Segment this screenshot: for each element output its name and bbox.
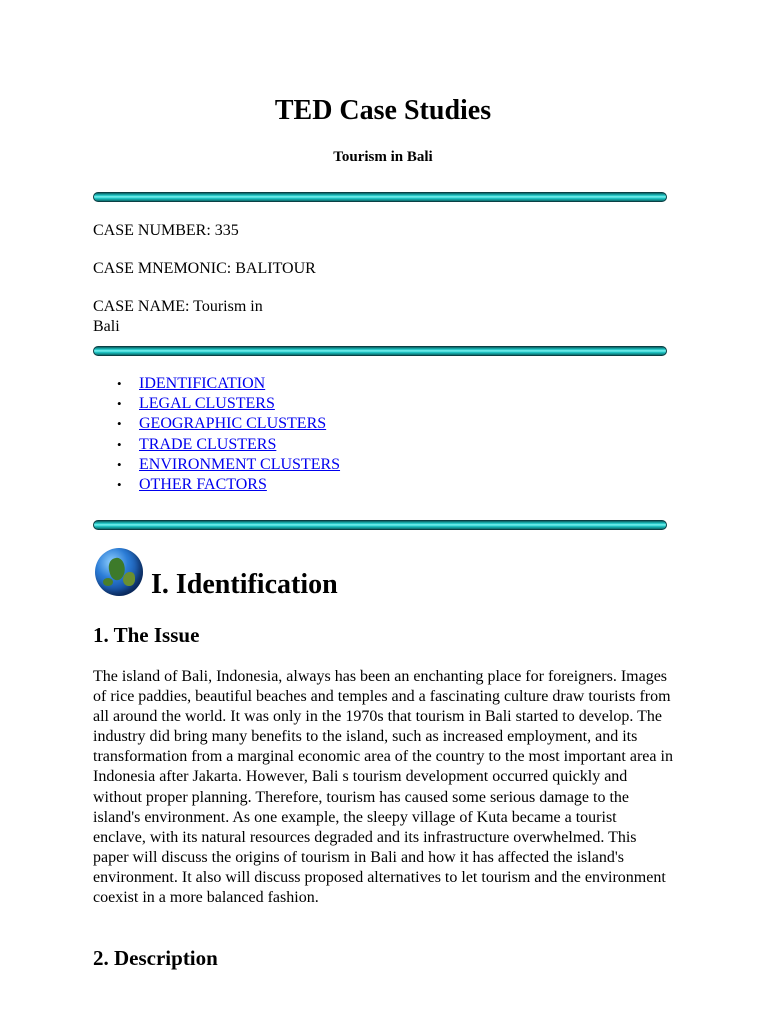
toc-item bbox=[117, 394, 340, 414]
toc-link-environment-clusters[interactable]: ENVIRONMENT CLUSTERS bbox=[139, 455, 341, 473]
case-mnemonic: CASE MNEMONIC: BALITOUR bbox=[93, 260, 316, 277]
bullet-icon: • bbox=[117, 477, 122, 493]
divider-bar bbox=[93, 520, 667, 530]
bullet-icon: • bbox=[117, 436, 122, 452]
bullet-icon: • bbox=[117, 416, 122, 432]
toc-item bbox=[117, 455, 341, 475]
toc-link-geographic-clusters[interactable]: GEOGRAPHIC CLUSTERS bbox=[139, 415, 327, 433]
page-subtitle: Tourism in Bali bbox=[333, 149, 433, 165]
toc-link-other-factors[interactable]: OTHER FACTORS bbox=[139, 476, 267, 494]
description-heading: 2. Description bbox=[93, 946, 218, 970]
table-of-contents bbox=[93, 374, 340, 495]
toc-item bbox=[117, 475, 340, 495]
issue-paragraph: The island of Bali, Indonesia, always has been an enchanting place for foreigners. Images of rice paddies, beautiful beaches and temples and a fascinating culture draw tourists from all around the world. It was only in the 1970s that tourism in Bali started to develop. The industry did bring many benefits to the island, such as increased employment, and its transformation from a marginal economic area of the country to the most important area in Indonesia after Jakarta. However, Bali s tourism development occurred quickly and without proper planning. Therefore, tourism has caused some serious damage to the island's environment. As one example, the sleepy village of Kuta became a tourist enclave, with its natural resources degraded and its infrastructure overwhelmed. This paper will discuss the origins of tourism in Bali and how it has affected the island's environment. It also will discuss proposed alternatives to let tourism and the environment coexist in a more balanced fashion. bbox=[93, 668, 673, 907]
toc-item bbox=[117, 374, 340, 394]
toc-link-legal-clusters[interactable]: LEGAL CLUSTERS bbox=[139, 395, 275, 413]
globe-icon bbox=[95, 548, 143, 596]
divider-bar bbox=[93, 346, 667, 356]
toc-item bbox=[117, 435, 340, 455]
bullet-icon: • bbox=[117, 376, 122, 391]
bullet-icon: • bbox=[117, 396, 122, 412]
bullet-icon: • bbox=[117, 456, 122, 472]
divider-bar bbox=[93, 192, 667, 202]
section-heading: I. Identification bbox=[151, 569, 338, 600]
case-name: CASE NAME: Tourism in Bali bbox=[93, 298, 263, 335]
toc-item bbox=[117, 414, 340, 434]
toc-link-trade-clusters[interactable]: TRADE CLUSTERS bbox=[139, 435, 277, 453]
page-title: TED Case Studies bbox=[274, 95, 492, 126]
issue-heading: 1. The Issue bbox=[93, 623, 200, 647]
toc-link-identification[interactable]: IDENTIFICATION bbox=[139, 375, 266, 392]
case-number: CASE NUMBER: 335 bbox=[93, 222, 239, 239]
